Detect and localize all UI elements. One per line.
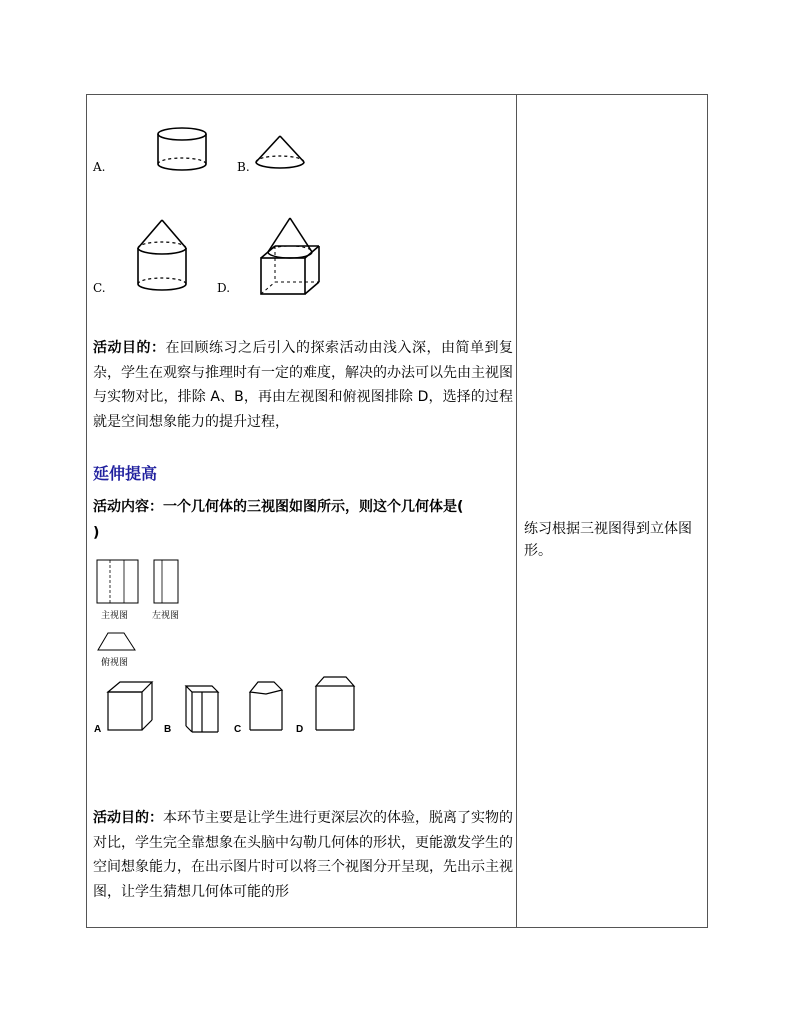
front-view-figure bbox=[96, 559, 140, 605]
top-view-figure bbox=[96, 630, 138, 654]
solid-option-a-label: A bbox=[94, 724, 102, 735]
solid-d-figure bbox=[310, 674, 358, 734]
activity-goal-label-2: 活动目的： bbox=[93, 810, 163, 826]
solid-a-figure bbox=[106, 680, 154, 732]
option-c-label: C. bbox=[93, 281, 106, 295]
solid-option-d-label: D bbox=[296, 724, 304, 735]
side-note: 练习根据三视图得到立体图形。 bbox=[524, 521, 692, 559]
left-view-figure bbox=[153, 559, 181, 605]
cylinder-figure bbox=[150, 124, 214, 176]
column-divider bbox=[516, 94, 517, 928]
activity-goal-paragraph-2 bbox=[93, 806, 513, 904]
activity-content-line1: 活动内容：一个几何体的三视图如图所示，则这个几何体是( bbox=[93, 499, 464, 515]
activity-content-line2: ) bbox=[93, 525, 100, 541]
front-view-label: 主视图 bbox=[101, 611, 129, 621]
activity-goal-label: 活动目的： bbox=[93, 340, 166, 356]
activity-goal-paragraph-1 bbox=[93, 336, 513, 434]
activity-goal-text-2: 本环节主要是让学生进行更深层次的体验，脱离了实物的对比，学生完全靠想象在头脑中勾勒几何体的形状，更能激发学生的空间想象能力，在出示图片时可以将三个视图分开呈现，先出示主视图，让学生猜想几何体可能的形 bbox=[93, 810, 513, 900]
option-d-label: D. bbox=[217, 281, 231, 295]
cone-in-cube-figure bbox=[255, 216, 325, 296]
solid-b-figure bbox=[182, 682, 222, 734]
solid-option-c-label: C bbox=[234, 724, 242, 735]
solid-c-figure bbox=[246, 678, 288, 734]
top-view-label: 俯视图 bbox=[101, 658, 129, 668]
activity-goal-text: 在回顾练习之后引入的探索活动由浅入深，由简单到复杂，学生在观察与推理时有一定的难度，解决的办法可以先由主视图与实物对比，排除 A、B，再由左视图和俯视图排除 D，选择的过程就是空间想象能力的提升过程， bbox=[93, 340, 513, 430]
activity-content bbox=[93, 494, 513, 546]
cone-on-cylinder-figure bbox=[130, 216, 194, 296]
cone-figure bbox=[250, 134, 310, 174]
section-heading: 延伸提高 bbox=[93, 464, 158, 483]
left-view-label: 左视图 bbox=[152, 611, 180, 621]
solid-option-b-label: B bbox=[164, 724, 172, 735]
option-a-label: A. bbox=[93, 160, 106, 174]
option-b-label: B. bbox=[237, 160, 250, 174]
